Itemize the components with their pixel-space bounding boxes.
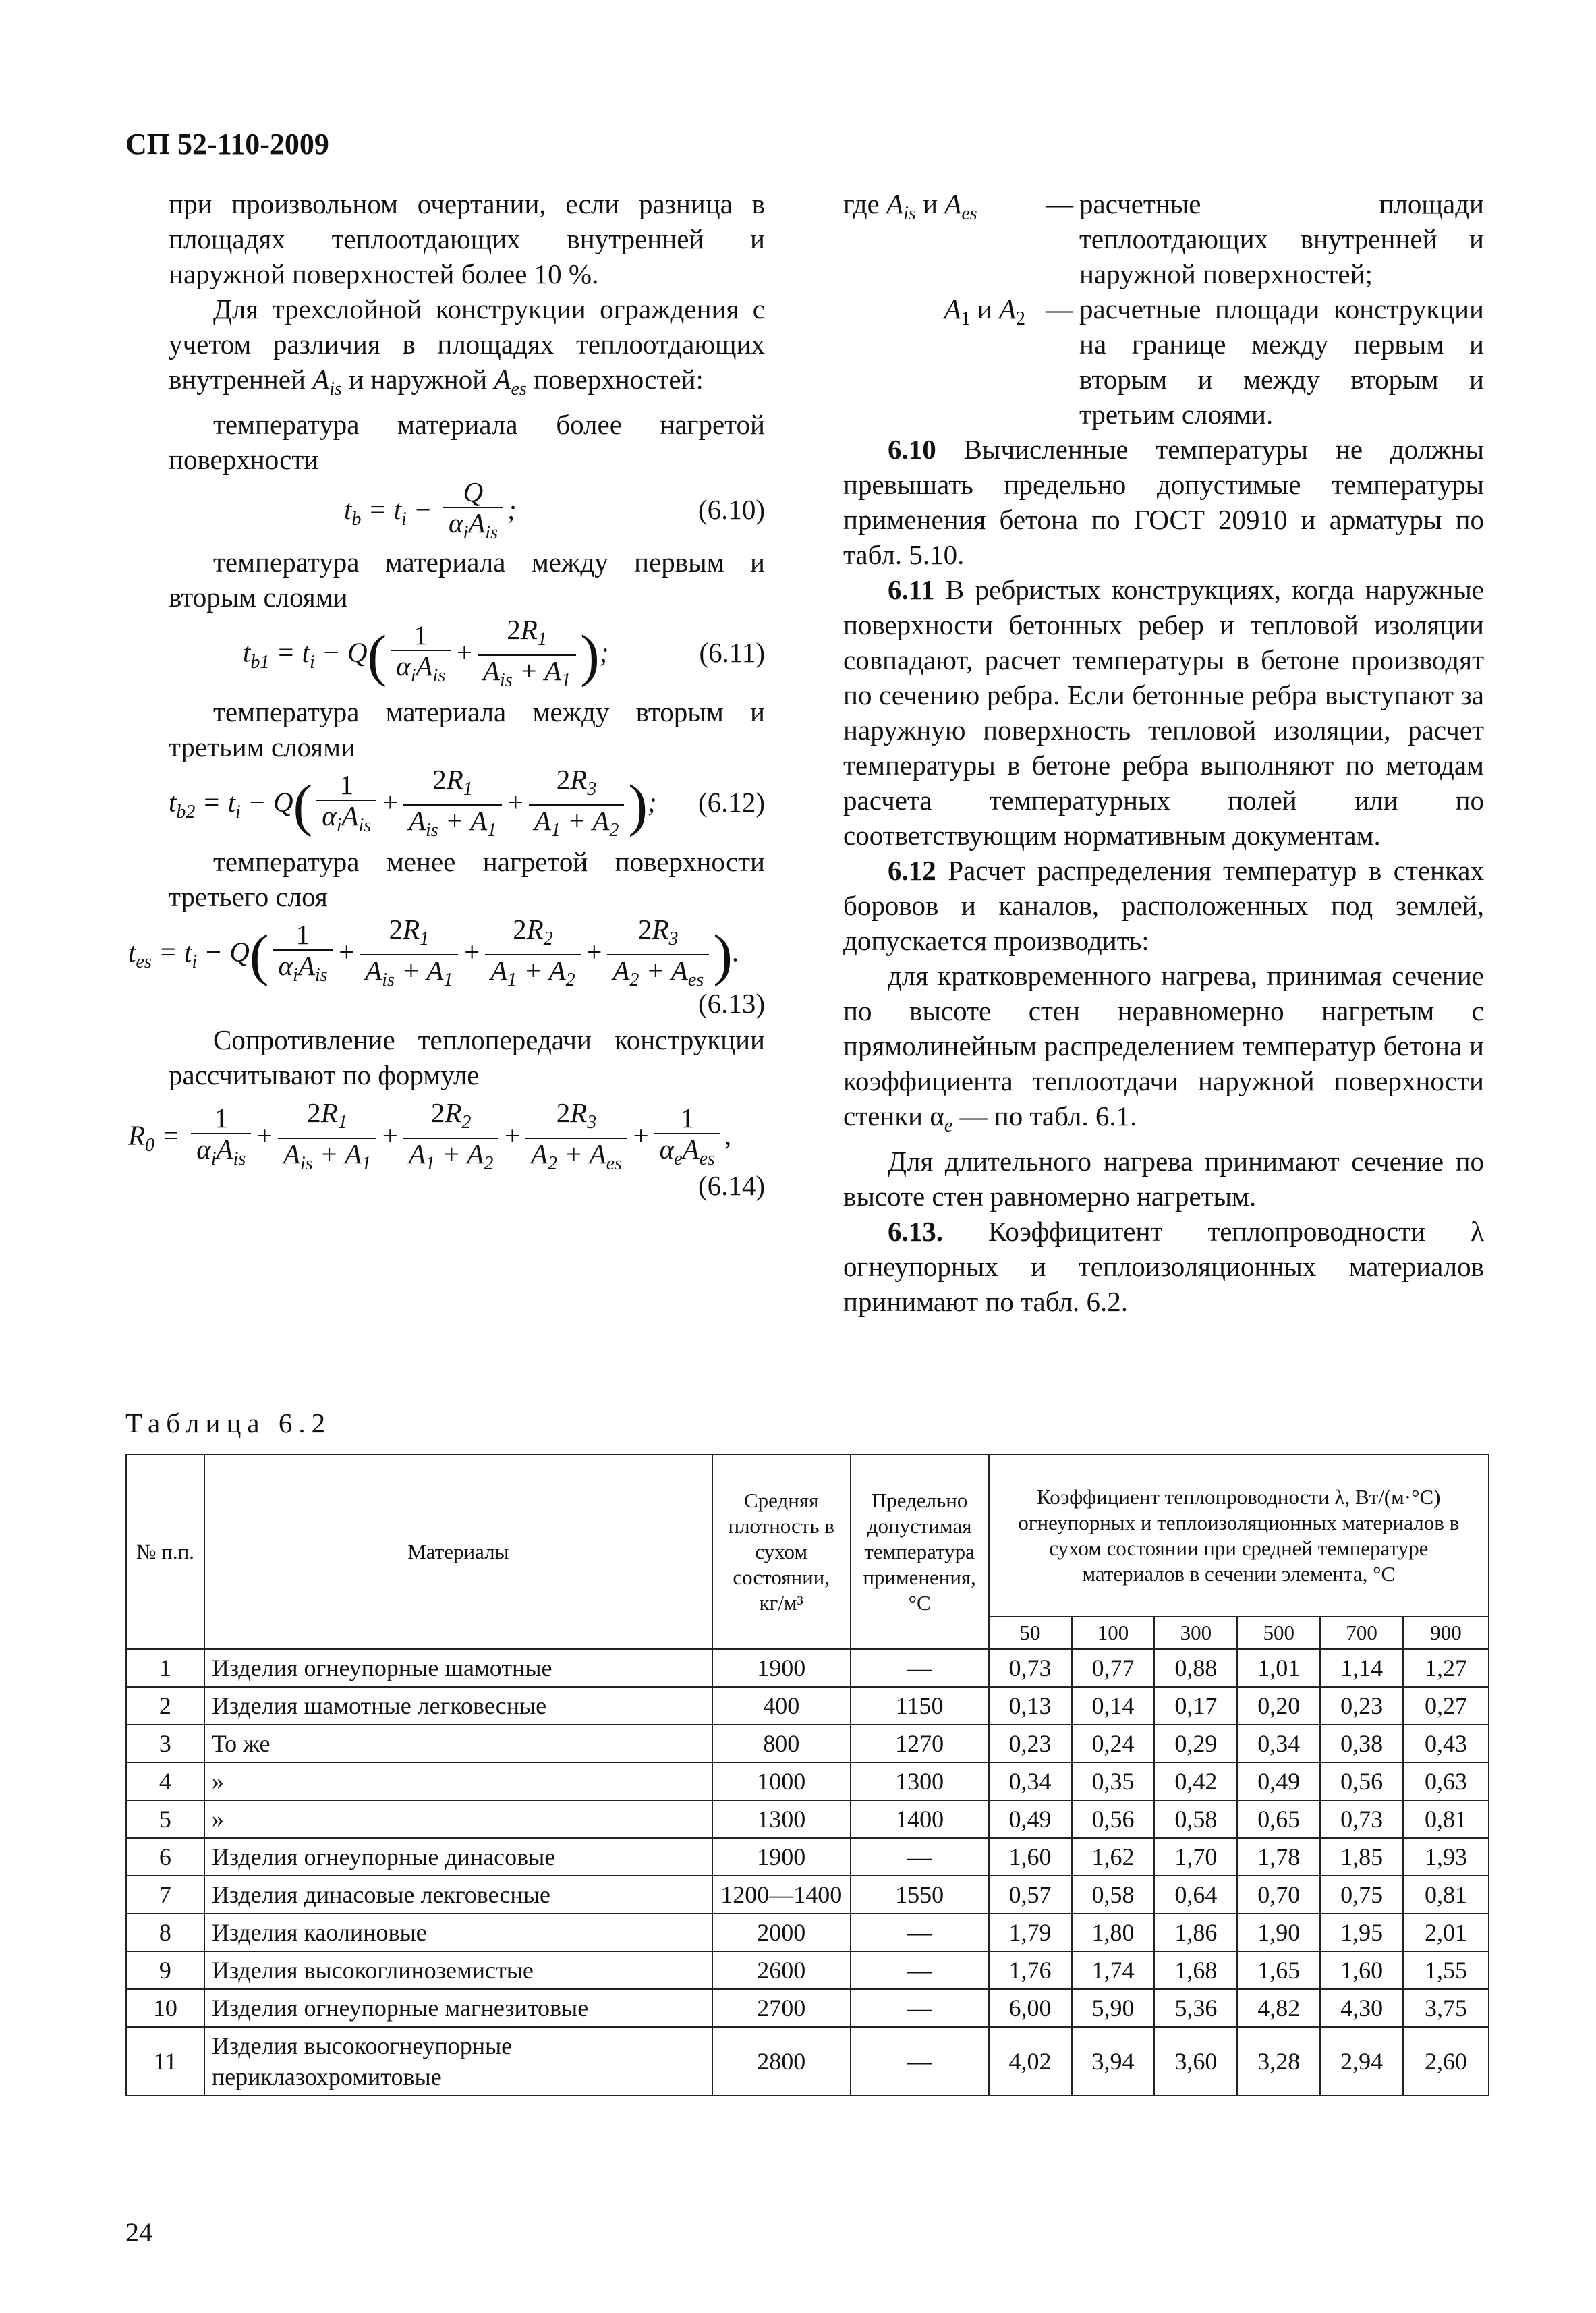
conductivity-value: 1,60 (1320, 1951, 1403, 1989)
table-row (126, 2027, 1489, 2096)
equation-number: (6.13) (697, 988, 765, 1020)
equation-6-13: $t_{es} = t_i - Q$( $\frac{1}{\alpha_iA_{is}}$ + $\frac{2R_1}{A_{is} + A_1}$ + $\frac{2R_2}{A_1 + A_2}$ + $\frac{2R_3}{A_2 + A_{es}}$ ). (6.13) (169, 914, 765, 1022)
conductivity-value: 1,65 (1237, 1951, 1320, 1989)
material-name: Изделия динасовые лекговесные (204, 1876, 712, 1914)
section-6-10: 6.10 Вычисленные температуры не должны превышать предельно допустимые температуры применения бетона по ГОСТ 20910 и арматуры по табл. 5.10. (843, 434, 1484, 570)
density: 800 (712, 1725, 851, 1762)
table-row (126, 1914, 1489, 1951)
equation-6-14: $R_0$ = $\frac{1}{\alpha_iA_{is}}$ + $\frac{2R_1}{A_{is} + A_1}$ + $\frac{2R_2}{A_1 + A_2}$ + $\frac{2R_3}{A_2 + A_{es}}$ + $\frac{1}{\alpha_eA_{es}}$ , (6.14) (169, 1092, 765, 1207)
conductivity-value: 1,01 (1237, 1649, 1320, 1687)
material-name: Изделия каолиновые (204, 1914, 712, 1951)
density: 1200—1400 (712, 1876, 851, 1914)
thermal-conductivity-table (125, 1454, 1489, 2096)
conductivity-value: 2,01 (1403, 1914, 1489, 1951)
conductivity-value: 1,55 (1403, 1951, 1489, 1989)
header-density: Средняя плотность в сухом состоянии, кг/м³ (712, 1455, 851, 1649)
equation-number: (6.12) (697, 787, 765, 818)
max-temperature: — (851, 1649, 989, 1687)
conductivity-value: 1,90 (1237, 1914, 1320, 1951)
conductivity-value: 0,43 (1403, 1725, 1489, 1762)
conductivity-value: 0,73 (989, 1649, 1072, 1687)
left-column (128, 186, 765, 1207)
row-number: 1 (126, 1649, 204, 1687)
conductivity-value: 0,56 (1320, 1762, 1403, 1800)
page-number: 24 (125, 2217, 152, 2248)
density: 400 (712, 1687, 851, 1725)
conductivity-value: 1,60 (989, 1838, 1072, 1876)
conductivity-value: 0,38 (1320, 1725, 1403, 1762)
conductivity-value: 4,02 (989, 2027, 1072, 2096)
header-temp: 900 (1403, 1617, 1489, 1649)
header-temp: 300 (1154, 1617, 1237, 1649)
max-temperature: — (851, 1838, 989, 1876)
conductivity-value: 0,81 (1403, 1876, 1489, 1914)
conductivity-value: 0,77 (1072, 1649, 1155, 1687)
header-temp: 100 (1072, 1617, 1155, 1649)
conductivity-value: 0,23 (989, 1725, 1072, 1762)
max-temperature: — (851, 1914, 989, 1951)
row-number: 6 (126, 1838, 204, 1876)
equation-6-11: $t_{b1} = t_i - Q$( $\frac{1}{\alpha_iA_{is}}$ + $\frac{2R_1}{A_{is} + A_1}$ ); (6.11) (243, 614, 765, 692)
conductivity-value: 0,23 (1320, 1687, 1403, 1725)
conductivity-value: 0,35 (1072, 1762, 1155, 1800)
conductivity-value: 3,94 (1072, 2027, 1155, 2096)
conductivity-value: 1,93 (1403, 1838, 1489, 1876)
conductivity-value: 0,75 (1320, 1876, 1403, 1914)
section-6-13: 6.13. Коэффицитент теплопроводности λ огнеупорных и теплоизоляционных материалов принимают по табл. 6.2. (843, 1216, 1484, 1318)
conductivity-value: 2,94 (1320, 2027, 1403, 2096)
conductivity-value: 1,78 (1237, 1838, 1320, 1876)
row-number: 5 (126, 1800, 204, 1838)
material-name: Изделия огнеупорные магнезитовые (204, 1989, 712, 2027)
row-number: 4 (126, 1762, 204, 1800)
row-number: 2 (126, 1687, 204, 1725)
conductivity-value: 5,90 (1072, 1989, 1155, 2027)
dash: — (1046, 294, 1073, 325)
table-row (126, 1876, 1489, 1914)
header-temp: 50 (989, 1617, 1072, 1649)
dash: — (1046, 188, 1073, 219)
conductivity-value: 0,27 (1403, 1687, 1489, 1725)
conductivity-value: 1,85 (1320, 1838, 1403, 1876)
conductivity-value: 3,60 (1154, 2027, 1237, 2096)
max-temperature: 1400 (851, 1800, 989, 1838)
equation-number: (6.14) (697, 1170, 765, 1202)
section-6-11: 6.11 В ребристых конструкциях, когда наружные поверхности бетонных ребер и тепловой изоляции совпадают, расчет температуры в бетоне производят по сечению ребра. Если бетонные ребра выступают за наружную поверхность тепловой изоляции, расчет температуры в бетоне ребра выполняют по методам расчета температурных полей или по соответствующим нормативным документам. (843, 574, 1484, 851)
conductivity-value: 0,29 (1154, 1725, 1237, 1762)
paragraph: Для трехслойной конструкции ограждения с учетом различия в площадях теплоотдающих внутренней $A_{is}$ и наружной $A_{es}$ поверхностей: (169, 294, 765, 400)
density: 1000 (712, 1762, 851, 1800)
conductivity-value: 0,49 (989, 1800, 1072, 1838)
conductivity-value: 3,28 (1237, 2027, 1320, 2096)
conductivity-value: 0,24 (1072, 1725, 1155, 1762)
density: 1900 (712, 1649, 851, 1687)
document-code: СП 52-110-2009 (125, 128, 329, 161)
conductivity-value: 4,30 (1320, 1989, 1403, 2027)
conductivity-value: 0,49 (1237, 1762, 1320, 1800)
equation-6-12: $t_{b2} = t_i - Q$( $\frac{1}{\alpha_iA_{is}}$ + $\frac{2R_1}{A_{is} + A_1}$ + $\frac{2R_3}{A_1 + A_2}$ ); (6.12) (169, 764, 765, 841)
material-name: То же (204, 1725, 712, 1762)
paragraph: Сопротивление теплопередачи конструкции рассчитывают по формуле (169, 1024, 765, 1091)
conductivity-value: 0,42 (1154, 1762, 1237, 1800)
table-row (126, 1951, 1489, 1989)
header-coefficient: Коэффициент теплопроводности λ, Вт/(м·°С) огнеупорных и теплоизоляционных материалов в сухом состоянии при средней температуре материалов в сечении элемента, °С (989, 1455, 1489, 1617)
where-text: расчетные площади теплоотдающих внутренней и наружной поверхностей; (1079, 188, 1484, 289)
conductivity-value: 0,63 (1403, 1762, 1489, 1800)
table-row (126, 1687, 1489, 1725)
header-max-temp: Предельно допустимая температура применения, °С (851, 1455, 989, 1649)
conductivity-value: 1,76 (989, 1951, 1072, 1989)
paragraph: температура материала между первым и вторым слоями (169, 547, 765, 613)
conductivity-value: 1,68 (1154, 1951, 1237, 1989)
density: 1900 (712, 1838, 851, 1876)
conductivity-value: 0,88 (1154, 1649, 1237, 1687)
conductivity-value: 0,65 (1237, 1800, 1320, 1838)
conductivity-value: 1,14 (1320, 1649, 1403, 1687)
conductivity-value: 0,70 (1237, 1876, 1320, 1914)
header-materials: Материалы (204, 1455, 712, 1649)
material-name: Изделия огнеупорные динасовые (204, 1838, 712, 1876)
paragraph: для кратковременного нагрева, принимая сечение по высоте стен неравномерно нагретым с прямолинейным распределением температур бетона и коэффициента теплоотдачи наружной поверхности стенки $\alpha_e$ — по табл. 6.1. (843, 960, 1484, 1137)
equation-number: (6.10) (697, 494, 765, 526)
table-row (126, 1800, 1489, 1838)
table-body (126, 1649, 1489, 2096)
row-number: 11 (126, 2027, 204, 2096)
paragraph: температура материала между вторым и третьим слоями (169, 696, 765, 763)
conductivity-value: 1,70 (1154, 1838, 1237, 1876)
header-temp: 500 (1237, 1617, 1320, 1649)
header-number: № п.п. (126, 1455, 204, 1649)
max-temperature: — (851, 2027, 989, 2096)
max-temperature: 1150 (851, 1687, 989, 1725)
table-row (126, 1649, 1489, 1687)
conductivity-value: 1,79 (989, 1914, 1072, 1951)
paragraph: температура материала более нагретой поверхности (169, 409, 765, 476)
conductivity-value: 5,36 (1154, 1989, 1237, 2027)
equation-6-10: $t_b = t_i$ − $\frac{Q}{\alpha_iA_{is}}$ ; (6.10) (344, 476, 765, 544)
table-row (126, 1989, 1489, 2027)
paragraph: Для длительного нагрева принимают сечение по высоте стен равномерно нагретым. (843, 1146, 1484, 1213)
conductivity-value: 6,00 (989, 1989, 1072, 2027)
table-title: Таблица 6.2 (125, 1408, 332, 1439)
table-row (126, 1725, 1489, 1762)
row-number: 10 (126, 1989, 204, 2027)
conductivity-value: 0,14 (1072, 1687, 1155, 1725)
conductivity-value: 1,95 (1320, 1914, 1403, 1951)
conductivity-value: 1,27 (1403, 1649, 1489, 1687)
where-text: расчетные площади конструкции на границе между первым и вторым и между вторым и третьим слоями. (1079, 294, 1484, 430)
max-temperature: 1550 (851, 1876, 989, 1914)
where-clause (843, 186, 1484, 432)
row-number: 8 (126, 1914, 204, 1951)
where-label: где $A_{is}$ и $A_{es}$ (843, 188, 977, 225)
conductivity-value: 0,13 (989, 1687, 1072, 1725)
conductivity-value: 1,62 (1072, 1838, 1155, 1876)
right-column (843, 186, 1484, 1319)
paragraph: температура менее нагретой поверхности третьего слоя (169, 846, 765, 913)
density: 2000 (712, 1914, 851, 1951)
conductivity-value: 4,82 (1237, 1989, 1320, 2027)
conductivity-value: 1,80 (1072, 1914, 1155, 1951)
max-temperature: 1270 (851, 1725, 989, 1762)
conductivity-value: 0,20 (1237, 1687, 1320, 1725)
conductivity-value: 3,75 (1403, 1989, 1489, 2027)
density: 2800 (712, 2027, 851, 2096)
conductivity-value: 1,74 (1072, 1951, 1155, 1989)
conductivity-value: 0,81 (1403, 1800, 1489, 1838)
conductivity-value: 0,34 (989, 1762, 1072, 1800)
row-number: 9 (126, 1951, 204, 1989)
material-name: » (204, 1762, 712, 1800)
conductivity-value: 0,56 (1072, 1800, 1155, 1838)
max-temperature: — (851, 1951, 989, 1989)
conductivity-value: 0,73 (1320, 1800, 1403, 1838)
material-name: » (204, 1800, 712, 1838)
material-name: Изделия шамотные легковесные (204, 1687, 712, 1725)
max-temperature: — (851, 1989, 989, 2027)
section-6-12: 6.12 Расчет распределения температур в стенках боровов и каналов, расположенных под землей, допускается производить: (843, 855, 1484, 956)
conductivity-value: 0,58 (1072, 1876, 1155, 1914)
table-row (126, 1762, 1489, 1800)
conductivity-value: 0,34 (1237, 1725, 1320, 1762)
material-name: Изделия высокоглиноземистые (204, 1951, 712, 1989)
row-number: 7 (126, 1876, 204, 1914)
conductivity-value: 2,60 (1403, 2027, 1489, 2096)
equation-number: (6.11) (699, 637, 765, 669)
conductivity-value: 0,58 (1154, 1800, 1237, 1838)
conductivity-value: 1,86 (1154, 1914, 1237, 1951)
density: 2700 (712, 1989, 851, 2027)
max-temperature: 1300 (851, 1762, 989, 1800)
paragraph: при произвольном очертании, если разница в площадях теплоотдающих внутренней и наружной поверхностей более 10 %. (169, 188, 765, 289)
material-name: Изделия высокоогнеупорные периклазохромитовые (204, 2027, 712, 2096)
where-label: $A_1$ и $A_2$ (944, 294, 1025, 330)
header-temp: 700 (1320, 1617, 1403, 1649)
conductivity-value: 0,57 (989, 1876, 1072, 1914)
row-number: 3 (126, 1725, 204, 1762)
conductivity-value: 0,17 (1154, 1687, 1237, 1725)
table-row (126, 1838, 1489, 1876)
density: 2600 (712, 1951, 851, 1989)
conductivity-value: 0,64 (1154, 1876, 1237, 1914)
density: 1300 (712, 1800, 851, 1838)
material-name: Изделия огнеупорные шамотные (204, 1649, 712, 1687)
